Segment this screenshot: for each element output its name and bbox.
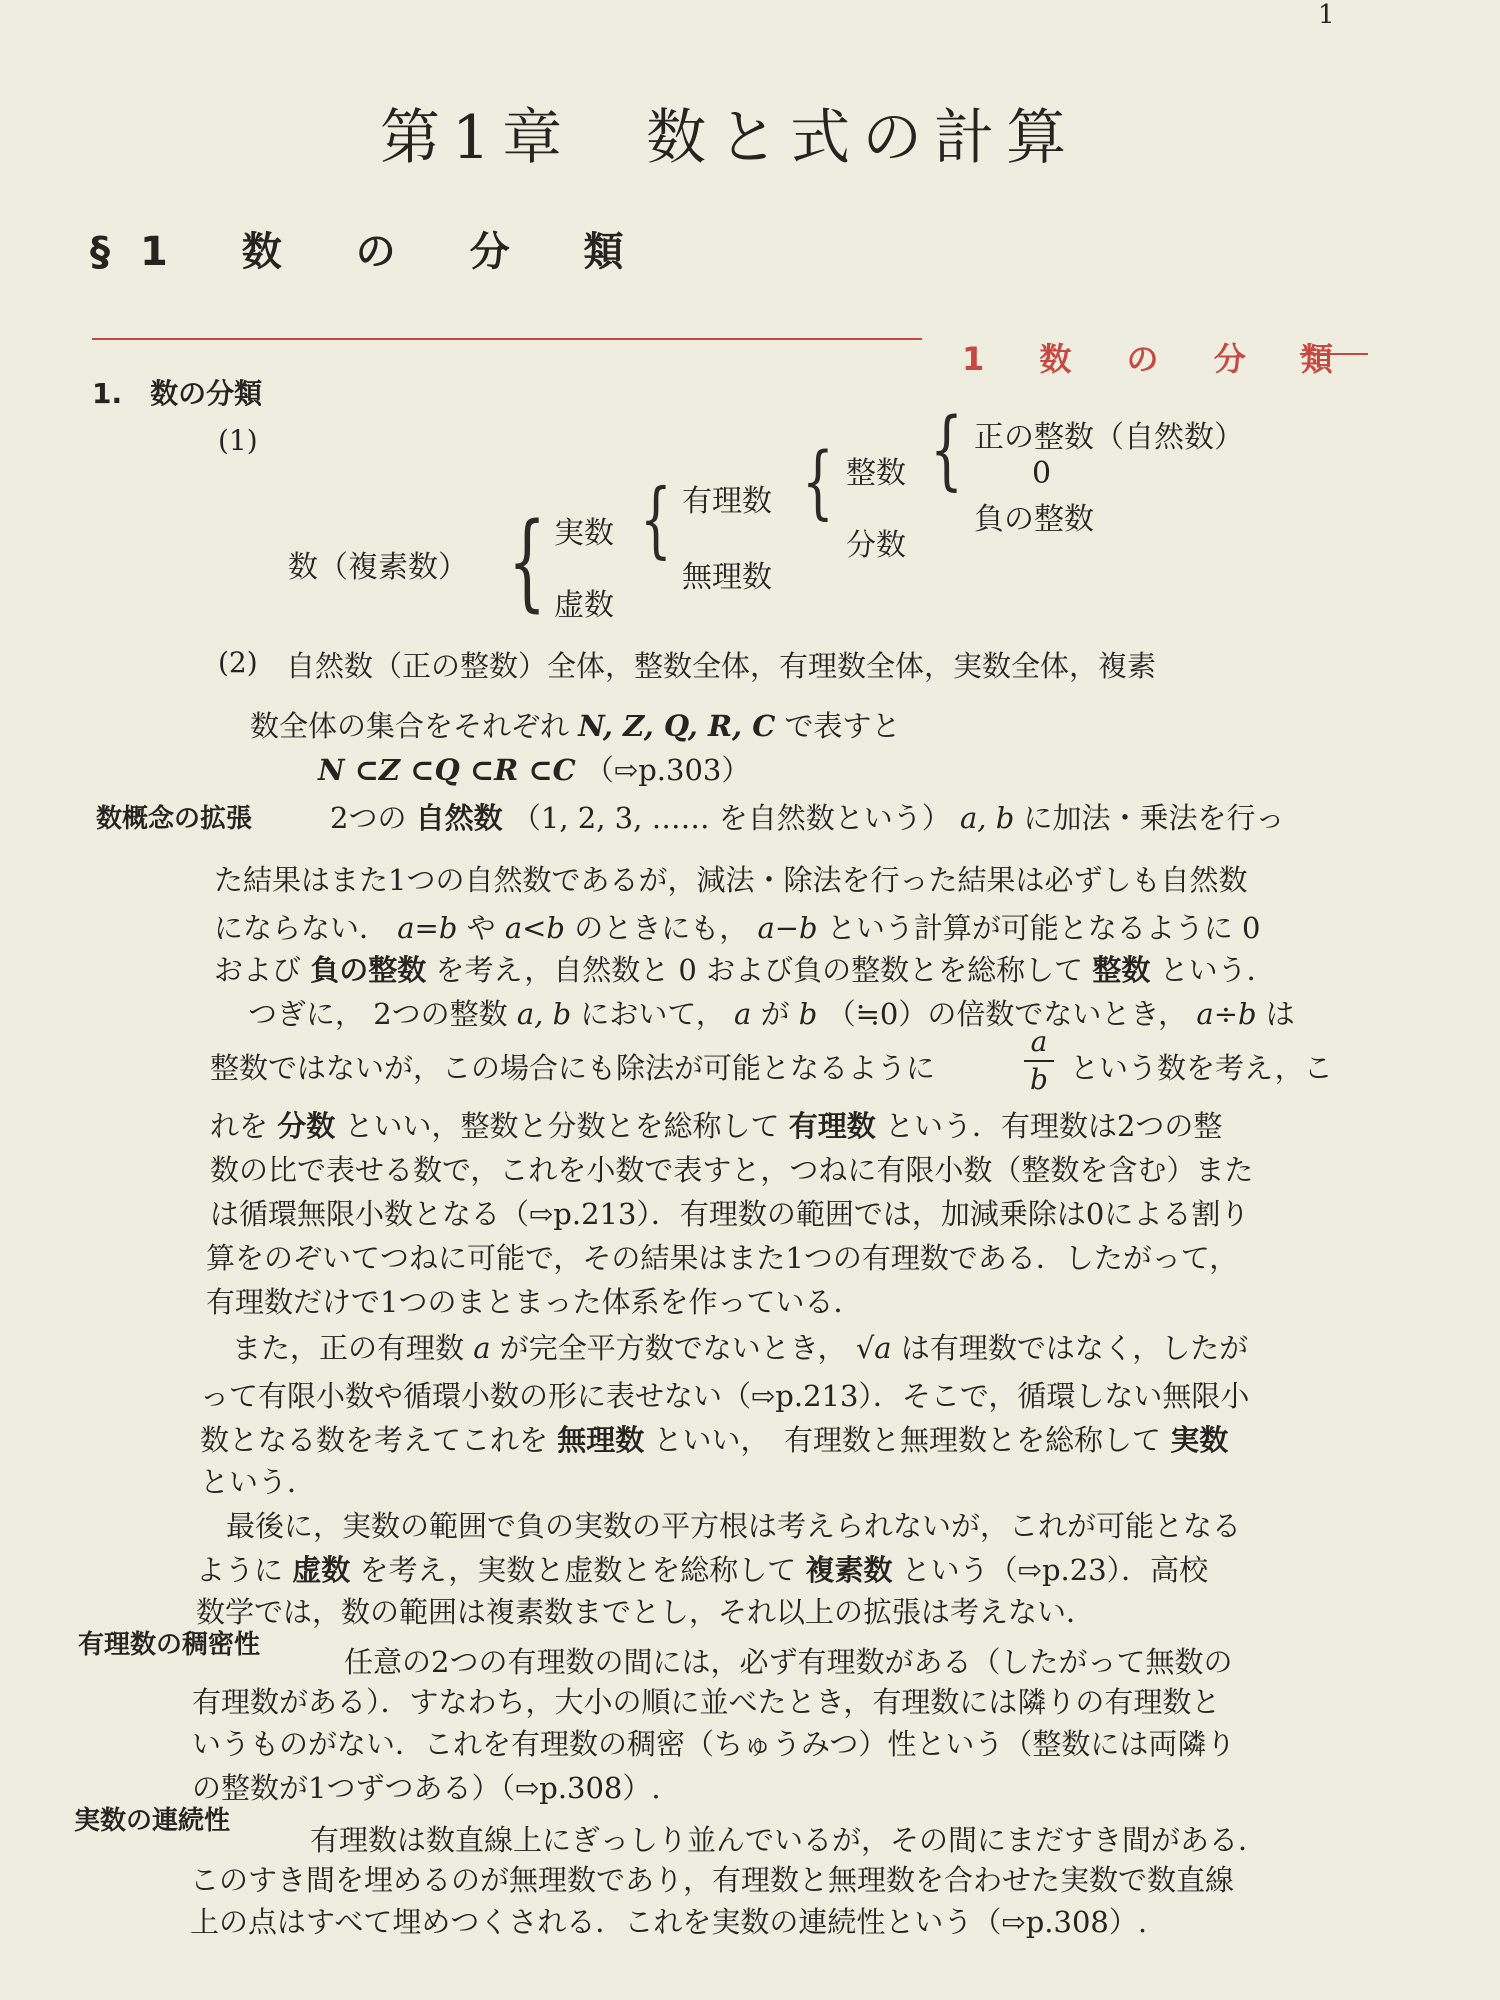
item2-marker: (2) xyxy=(218,646,258,679)
fraction-denominator: b xyxy=(1030,1063,1048,1096)
tree-negative-integer: 負の整数 xyxy=(974,502,1094,537)
inclusion-chain: N ⊂Z ⊂Q ⊂R ⊂C xyxy=(318,753,576,787)
tree-integer: 整数 xyxy=(846,456,906,491)
ext-p2-l5: は循環無限小数となる（⇨p.213）．有理数の範囲では，加減乗除は0による割り xyxy=(210,1197,1250,1231)
text-run: また，正の有理数 xyxy=(232,1331,465,1365)
text-run: を考え，自然数と 0 および負の整数とを総称して xyxy=(435,953,1084,987)
item2-sets: N, Z, Q, R, C xyxy=(578,709,776,743)
section-rule xyxy=(92,338,922,340)
text-run: は xyxy=(1265,997,1295,1031)
ext-p2-l2-b: という数を考え，こ xyxy=(1070,1051,1333,1085)
ext-p1-l3 xyxy=(214,906,1261,947)
term-imaginary: 虚数 xyxy=(292,1553,351,1587)
item2-line2-end: で表すと xyxy=(784,709,901,743)
math-var: a xyxy=(734,997,752,1031)
item2-line2 xyxy=(250,704,901,745)
ext-p2-l4: 数の比で表せる数で，これを小数で表すと，つねに有限小数（整数を含む）また xyxy=(210,1153,1254,1187)
text-run: という．有理数は2つの整 xyxy=(884,1109,1223,1143)
density-l3: いうものがない．これを有理数の稠密（ちゅうみつ）性という（整数には両隣り xyxy=(192,1727,1236,1761)
density-l4: の整数が1つずつある）（⇨p.308）. xyxy=(192,1771,661,1805)
tree-root: 数（複素数） xyxy=(288,550,468,585)
ext-p4-l2 xyxy=(196,1548,1208,1589)
math-expr: a=b xyxy=(397,911,458,945)
ext-p2-l7: 有理数だけで1つのまとまった体系を作っている． xyxy=(206,1285,863,1319)
tree-brace-4: { xyxy=(930,401,964,501)
term-integer: 整数 xyxy=(1092,953,1151,987)
inclusion-ref: （⇨p.303） xyxy=(584,753,751,787)
text-run: を考え，実数と虚数とを総称して xyxy=(359,1553,797,1587)
text-run: つぎに， 2つの整数 xyxy=(248,997,508,1031)
ext-p2-l3 xyxy=(210,1104,1222,1145)
tree-brace-3: { xyxy=(802,435,834,529)
term-natural-number: 自然数 xyxy=(415,801,503,835)
ext-p4-l3: 数学では，数の範囲は複素数までとし，それ以上の拡張は考えない． xyxy=(196,1595,1096,1629)
text-run: は有理数ではなく，したが xyxy=(900,1331,1249,1365)
text-run: という（⇨p.23）．高校 xyxy=(901,1553,1209,1587)
continuity-l2: このすき間を埋めるのが無理数であり，有理数と無理数を合わせた実数で数直線 xyxy=(190,1863,1235,1897)
tree-brace-1: { xyxy=(508,501,547,624)
ext-p3-l1 xyxy=(232,1326,1248,1367)
term-complex: 複素数 xyxy=(805,1553,893,1587)
text-run: 2つの xyxy=(330,801,407,835)
tree-positive-integer: 正の整数（自然数） xyxy=(974,420,1244,455)
density-l1: 任意の2つの有理数の間には，必ず有理数がある（したがって無数の xyxy=(344,1645,1233,1679)
text-run: および xyxy=(214,953,302,987)
math-var: a, b xyxy=(960,801,1015,835)
math-var: a xyxy=(473,1331,491,1365)
term-real: 実数 xyxy=(1170,1423,1229,1457)
fraction-numerator: a xyxy=(1030,1025,1048,1058)
section-title: §1 数 の 分 類 xyxy=(90,229,654,275)
text-run: に加法・乗法を行っ xyxy=(1023,801,1285,835)
section-rule-tail xyxy=(1300,353,1368,355)
continuity-l1: 有理数は数直線上にぎっしり並んでいるが，その間にまだすき間がある． xyxy=(310,1823,1268,1857)
page-number: 1 xyxy=(1318,0,1335,30)
term-negative-integer: 負の整数 xyxy=(310,953,427,987)
text-run: れを xyxy=(210,1109,269,1143)
item1-marker: (1) xyxy=(218,424,258,457)
item2-line2-text: 数全体の集合をそれぞれ xyxy=(250,709,570,743)
text-run: が xyxy=(760,997,790,1031)
math-var: b xyxy=(798,997,818,1031)
text-run: という計算が可能となるように 0 xyxy=(826,911,1261,945)
ext-p1-l4 xyxy=(214,948,1276,989)
continuity-heading: 実数の連続性 xyxy=(74,1806,231,1836)
text-run: ように xyxy=(196,1553,284,1587)
density-heading: 有理数の稠密性 xyxy=(78,1630,261,1660)
ext-p1-l1 xyxy=(330,796,1285,837)
term-rational: 有理数 xyxy=(788,1109,876,1143)
chapter-title: 第1章 数と式の計算 xyxy=(380,103,1079,173)
density-l2: 有理数がある）．すなわち，大小の順に並べたとき，有理数には隣りの有理数と xyxy=(192,1685,1221,1719)
ext-p3-l2: って有限小数や循環小数の形に表せない（⇨p.213）．そこで，循環しない無限小 xyxy=(200,1379,1250,1413)
tree-zero: 0 xyxy=(1032,456,1052,491)
text-run: という． xyxy=(1159,953,1276,987)
text-run: や xyxy=(466,911,496,945)
text-run: （≒0）の倍数でないとき， xyxy=(826,997,1188,1031)
tree-brace-2: { xyxy=(640,471,672,568)
text-run: において， xyxy=(580,997,725,1031)
ext-p2-l1 xyxy=(248,992,1295,1033)
ext-p3-l3 xyxy=(200,1418,1228,1459)
math-var: a, b xyxy=(516,997,572,1031)
math-expr: a÷b xyxy=(1196,997,1257,1031)
text-run: （1, 2, 3, …… を自然数という） xyxy=(511,801,951,835)
text-run: といい， 有理数と無理数とを総称して xyxy=(653,1423,1161,1457)
tree-real: 実数 xyxy=(554,516,614,551)
tree-fraction: 分数 xyxy=(846,528,906,563)
text-run: といい，整数と分数とを総称して xyxy=(344,1109,780,1143)
tree-irrational: 無理数 xyxy=(682,560,772,595)
continuity-l3: 上の点はすべて埋めつくされる．これを実数の連続性という（⇨p.308）. xyxy=(190,1905,1148,1939)
tree-imaginary: 虚数 xyxy=(554,588,614,623)
ext-p2-l6: 算をのぞいてつねに可能で，その結果はまた1つの有理数である．したがって， xyxy=(206,1241,1239,1275)
term-fraction: 分数 xyxy=(277,1109,336,1143)
subsection-heading: 1. 数の分類 xyxy=(92,377,263,410)
text-run: にならない． xyxy=(214,911,389,945)
text-run: 数となる数を考えてこれを xyxy=(200,1423,549,1457)
math-expr: a<b xyxy=(504,911,565,945)
inclusion-formula xyxy=(318,748,750,789)
math-expr: a−b xyxy=(757,911,818,945)
topic-label: 1 数 の 分 類 xyxy=(962,340,1355,378)
sqrt-a: √a xyxy=(855,1331,892,1365)
term-irrational: 無理数 xyxy=(557,1423,645,1457)
fraction-bar xyxy=(1024,1060,1054,1062)
ext-p3-l4: という． xyxy=(200,1465,317,1499)
item2-line1: 自然数（正の整数）全体，整数全体，有理数全体，実数全体，複素 xyxy=(286,649,1157,683)
fraction-a-over-b xyxy=(1024,1025,1054,1096)
text-run: のときにも， xyxy=(574,911,749,945)
tree-rational: 有理数 xyxy=(682,484,772,519)
ext-p1-l2: た結果はまた1つの自然数であるが，減法・除法を行った結果は必ずしも自然数 xyxy=(214,863,1248,897)
text-run: が完全平方数でないとき， xyxy=(499,1331,847,1365)
ext-p2-l2-a: 整数ではないが，この場合にも除法が可能となるように xyxy=(210,1051,936,1085)
extension-heading: 数概念の拡張 xyxy=(96,804,253,834)
ext-p4-l1: 最後に，実数の範囲で負の実数の平方根は考えられないが，これが可能となる xyxy=(226,1509,1242,1543)
